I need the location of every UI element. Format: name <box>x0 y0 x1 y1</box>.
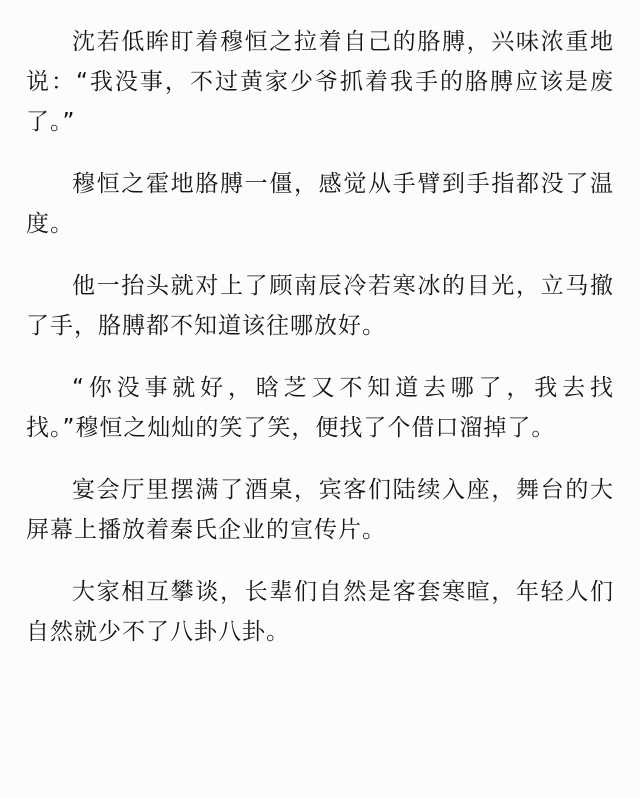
paragraph-2: 穆恒之霍地胳膊一僵，感觉从手臂到手指都没了温度。 <box>26 171 614 237</box>
paragraph-5: 宴会厅里摆满了酒桌，宾客们陆续入座，舞台的大屏幕上播放着秦氏企业的宣传片。 <box>26 477 614 543</box>
paragraph-6: 大家相互攀谈，长辈们自然是客套寒暄，年轻人们自然就少不了八卦八卦。 <box>26 579 614 645</box>
paragraph-4: “你没事就好，晗芝又不知道去哪了，我去找找。”穆恒之灿灿的笑了笑，便找了个借口溜掉了。 <box>26 375 614 441</box>
paragraph-1: 沈若低眸盯着穆恒之拉着自己的胳膊，兴味浓重地说：“我没事，不过黄家少爷抓着我手的胳膊应该是废了。” <box>26 29 614 135</box>
paragraph-3: 他一抬头就对上了顾南辰冷若寒冰的目光，立马撤了手，胳膊都不知道该往哪放好。 <box>26 273 614 339</box>
